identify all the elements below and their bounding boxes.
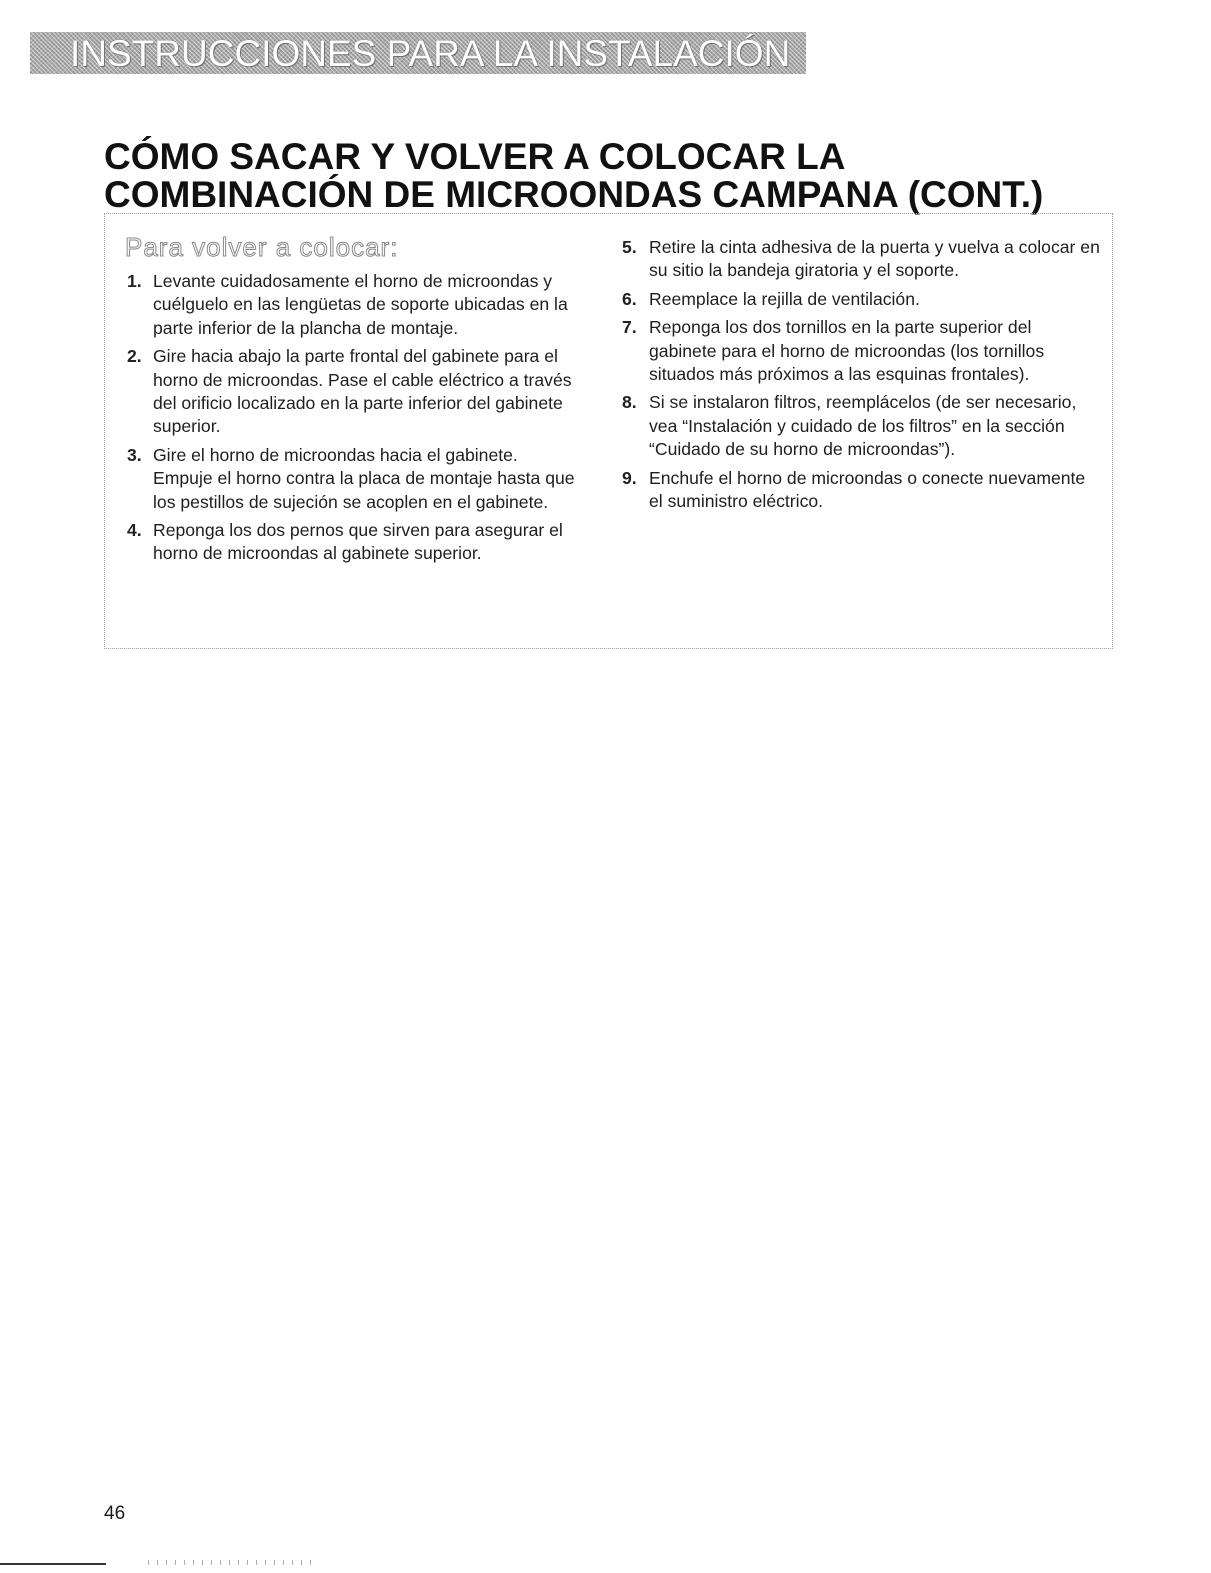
- page-title-line-2: COMBINACIÓN DE MICROONDAS CAMPANA (CONT.): [104, 174, 1044, 215]
- step-number: 9.: [622, 467, 637, 488]
- step-number: 3.: [127, 444, 142, 465]
- step-text: Reponga los dos tornillos en la parte superior del gabinete para el horno de microondas (los tornillos situados más próximos a las esquinas frontales).: [649, 317, 1045, 385]
- steps-list-right: [612, 236, 1102, 518]
- step-number: 4.: [127, 520, 142, 541]
- step-number: 8.: [622, 392, 637, 413]
- step-text: Gire el horno de microondas hacia el gabinete. Empuje el horno contra la placa de montaje hasta que los pestillos de sujeción se acoplen en el gabinete.: [153, 444, 575, 512]
- page-title: [104, 138, 1154, 214]
- steps-list-left: [105, 270, 575, 571]
- list-item: [105, 444, 575, 514]
- list-item: [612, 236, 1102, 283]
- step-number: 7.: [622, 317, 637, 338]
- step-text: Retire la cinta adhesiva de la puerta y vuelva a colocar en su sitio la bandeja giratoria y el soporte.: [649, 237, 1100, 281]
- list-item: [612, 316, 1102, 386]
- step-text: Enchufe el horno de microondas o conecte nuevamente el suministro eléctrico.: [649, 467, 1086, 512]
- step-text: Levante cuidadosamente el horno de microondas y cuélguelo en las lengüetas de soporte ubicadas en la parte inferior de la plancha de montaje.: [153, 271, 568, 338]
- list-item: [612, 391, 1102, 461]
- step-text: Reponga los dos pernos que sirven para asegurar el horno de microondas al gabinete superior.: [153, 520, 563, 564]
- list-item: [612, 467, 1102, 514]
- step-number: 5.: [622, 237, 637, 257]
- step-text: Si se instalaron filtros, reemplácelos (de ser necesario, vea “Instalación y cuidado de los filtros” en la sección “Cuidado de su horno de microondas”).: [649, 392, 1077, 460]
- banner-title: INSTRUCCIONES PARA LA INSTALACIÓN: [70, 32, 791, 74]
- list-item: [105, 270, 575, 340]
- step-number: 2.: [127, 346, 142, 367]
- section-banner: [30, 32, 806, 74]
- instructions-box: [104, 213, 1113, 649]
- step-number: 1.: [127, 271, 142, 291]
- page-title-line-1: CÓMO SACAR Y VOLVER A COLOCAR LA: [104, 136, 846, 177]
- list-item: [612, 288, 1102, 311]
- section-subheading: Para volver a colocar:: [125, 232, 399, 262]
- step-number: 6.: [622, 288, 637, 309]
- list-item: [105, 345, 575, 439]
- step-text: Reemplace la rejilla de ventilación.: [649, 288, 920, 309]
- footer-rule: [0, 1563, 106, 1565]
- step-text: Gire hacia abajo la parte frontal del gabinete para el horno de microondas. Pase el cable eléctrico a través del orificio localizado en la parte inferior del gabinete superior.: [153, 346, 572, 437]
- page-number: 46: [104, 1503, 126, 1524]
- list-item: [105, 519, 575, 566]
- footer-scan-marks: [148, 1560, 318, 1565]
